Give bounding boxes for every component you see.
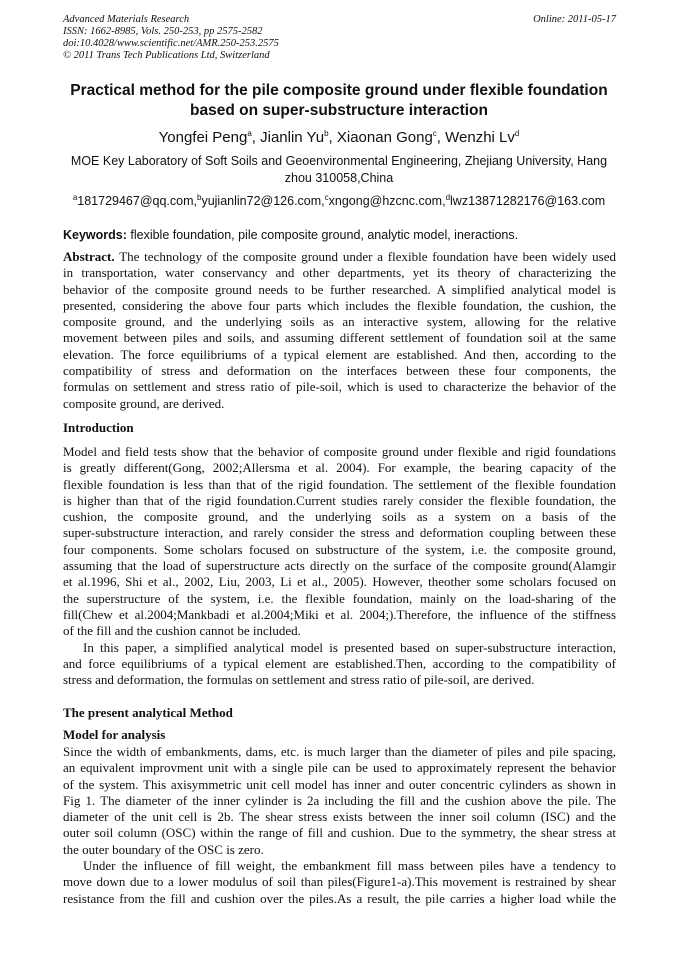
line-text: In this paper, a simplified analytical model is presented based on super-substructure interaction,	[83, 639, 616, 655]
line-text: Fig 1. The diameter of the inner cylinder is 2a including the fill and the cushion above the pile. The	[63, 792, 616, 808]
text-line	[63, 509, 616, 525]
text-line	[63, 542, 616, 558]
line-text: stress and deformation, the formulas on settlement and stress ratio of pile-soil, are derived.	[63, 672, 535, 688]
line-text: resistance from the fill and cushion over the piles.As a result, the pile carries a higher load while the	[63, 890, 616, 906]
line-text: of the system. This axisymmetric unit cell model has inner and outer concentric cylinders as shown in	[63, 776, 616, 792]
line-text: et al.1996, Shi et al., 2002, Liu, 2003, Li et al., 2005). However, theother some scholars focused on	[63, 574, 616, 590]
line-text: elevation. The force equilibriums of a typical element are established. And then, according to the	[63, 346, 616, 362]
issn: ISSN: 1662-8985, Vols. 250-253, pp 2575-2582	[63, 26, 263, 37]
abstract	[63, 249, 616, 412]
title-line: Practical method for the pile composite ground under flexible foundation	[70, 82, 608, 99]
keywords-label: Keywords:	[63, 228, 127, 242]
line-text: The technology of the composite ground under a flexible foundation have been widely used	[114, 249, 616, 264]
line-text: formulas on settlement and stress ratio of pile-soil, which is used to characterize the behavior of the	[63, 379, 616, 395]
text-line	[63, 444, 616, 460]
line-text: diameter of the unit cell is 2b. The shear stress exists between the inner soil column (ISC) and the	[63, 809, 616, 825]
author-name: Yongfei Peng	[158, 129, 248, 146]
sep: ,	[251, 129, 261, 146]
line-text: move down due to a lower modulus of soil than piles(Figure1-a).This movement is restrained by shear	[63, 874, 616, 890]
line-text: behavior of the composite ground needs to be further researched. A simplified analytical model is	[63, 281, 616, 297]
line-text: Under the influence of fill weight, the embankment fill mass between piles have a tendency to	[83, 858, 616, 874]
line-text: is greatly different(Gong, 2002;Allersma et al. 2004). For example, the bearing capacity of the	[63, 460, 616, 476]
text-line	[63, 347, 616, 363]
line-text: fill(Chew et al.2004;Mankbadi et al.2004;Miki et al. 2004;).Therefore, the influence of the stiffness	[63, 606, 616, 622]
text-line	[63, 298, 616, 314]
text-line	[63, 525, 616, 541]
affiliation-line: zhou 310058,China	[284, 171, 394, 185]
author-sup: b	[324, 129, 329, 138]
method-body	[63, 744, 616, 907]
title-line: based on super-substructure interaction	[190, 102, 488, 119]
emails	[0, 193, 678, 208]
text-line	[63, 477, 616, 493]
subsection-heading-model: Model for analysis	[63, 727, 166, 742]
author-sup: c	[432, 129, 437, 138]
affiliation-line: MOE Key Laboratory of Soft Soils and Geoenvironmental Engineering, Zhejiang University, Hang	[70, 154, 608, 168]
text-line	[63, 396, 616, 412]
email: lwz13871282176@163.com	[450, 194, 606, 209]
email-sup: c	[324, 193, 329, 202]
author-sup: d	[514, 129, 520, 138]
text-line	[63, 314, 616, 330]
line-text: presented, considering the above four parts which includes the flexible foundation, the cushion, the	[63, 297, 616, 313]
line-text: outer soil column (OSC) within the range of fill and cushion. Due to the symmetry, the shear stress at	[63, 825, 616, 841]
sep: ,	[436, 129, 446, 146]
text-line	[63, 460, 616, 476]
text-line	[63, 591, 616, 607]
text-line	[63, 809, 616, 825]
section-heading-introduction: Introduction	[63, 420, 134, 435]
text-line	[63, 842, 616, 858]
author-name: Wenzhi Lv	[445, 129, 515, 146]
line-text: flexible foundation is less than that of the rigid foundation. The settlement of the flexible foundation	[63, 476, 616, 492]
text-line	[63, 623, 616, 639]
email: 181729467@qq.com,	[77, 194, 197, 209]
text-line	[63, 744, 616, 760]
line-text: movement between piles and soils, and assuming different settlement of foundation soil at the same	[63, 330, 616, 346]
journal-name: Advanced Materials Research	[63, 14, 190, 25]
line-text: cushion, the composite ground, and the underlying soils as a system on a basis of the	[63, 509, 616, 525]
affiliation	[50, 153, 628, 187]
line-text: compatibility of stress and deformation on the interfaces between these four components, the	[63, 363, 616, 379]
email-sup: d	[445, 193, 451, 202]
email: yujianlin72@126.com,	[201, 194, 325, 209]
line-text: Since the width of embankments, dams, etc. is much larger than the diameter of piles and pile spacing,	[63, 744, 616, 759]
text-line	[63, 640, 616, 656]
email-sup: a	[72, 193, 78, 202]
text-line	[63, 558, 616, 574]
section-heading-method: The present analytical Method	[63, 705, 233, 720]
line-text: and force equilibriums of a typical element are established.Then, according to the compatibility of	[63, 655, 616, 671]
text-line	[63, 760, 616, 776]
email-sup: b	[197, 193, 202, 202]
sep: ,	[328, 129, 337, 146]
text-line	[63, 249, 616, 265]
text-line	[63, 656, 616, 672]
text-line	[63, 379, 616, 395]
author-name: Xiaonan Gong	[336, 129, 433, 146]
line-text: in transportation, water conservancy and other departments, yet its theory of characterizing the	[63, 265, 616, 281]
line-text: an equivalent improvment unit with a single pile can be used to approximately represent the behavior	[63, 760, 616, 776]
line-text: the outer boundary of the OSC is zero.	[63, 841, 264, 857]
text-line	[63, 672, 616, 688]
authors	[0, 129, 678, 146]
text-line	[63, 793, 616, 809]
text-line	[63, 874, 616, 890]
text-line	[63, 330, 616, 346]
paper-title	[40, 81, 638, 121]
keywords-text: flexible foundation, pile composite ground, analytic model, ineractions.	[126, 228, 519, 242]
line-text: composite ground, are derived.	[63, 395, 225, 411]
line-text: assuming that the load of superstructure acts directly on the surface of the composite ground(Alamgir	[63, 558, 616, 574]
email: xngong@hzcnc.com,	[328, 194, 446, 209]
keywords	[63, 228, 518, 242]
text-line	[63, 574, 616, 590]
text-line	[63, 858, 616, 874]
text-line	[63, 282, 616, 298]
abstract-label: Abstract.	[63, 249, 115, 264]
doi: doi:10.4028/www.scientific.net/AMR.250-253.2575	[63, 38, 279, 49]
line-text: is higher than that of the rigid foundation.Current studies rarely consider the flexible foundation, the	[63, 492, 616, 508]
line-text: of the fill and the cushion cannot be included.	[63, 623, 301, 639]
text-line	[63, 607, 616, 623]
line-text: Model and field tests show that the behavior of composite ground under flexible and rigid foundations	[63, 444, 616, 459]
text-line	[63, 777, 616, 793]
introduction-body	[63, 444, 616, 688]
text-line	[63, 891, 616, 907]
author-name: Jianlin Yu	[260, 129, 325, 146]
line-text: composite ground, and the underlying soils as an interactive system, allowing for the relative	[63, 314, 616, 330]
line-text: the superstructure of the system, i.e. the flexible foundation, mainly on the load-sharing of the	[63, 590, 616, 606]
copyright: © 2011 Trans Tech Publications Ltd, Switzerland	[63, 50, 270, 61]
online-date: Online: 2011-05-17	[533, 14, 616, 25]
text-line	[63, 493, 616, 509]
text-line	[63, 265, 616, 281]
line-text: super-substructure interaction, and rarely consider the stress and deformation coupling between these	[63, 525, 616, 541]
author-sup: a	[247, 129, 252, 138]
text-line	[63, 363, 616, 379]
line-text: four components. Some scholars focused on substructure of the system, i.e. the composite ground,	[63, 541, 616, 557]
text-line	[63, 825, 616, 841]
